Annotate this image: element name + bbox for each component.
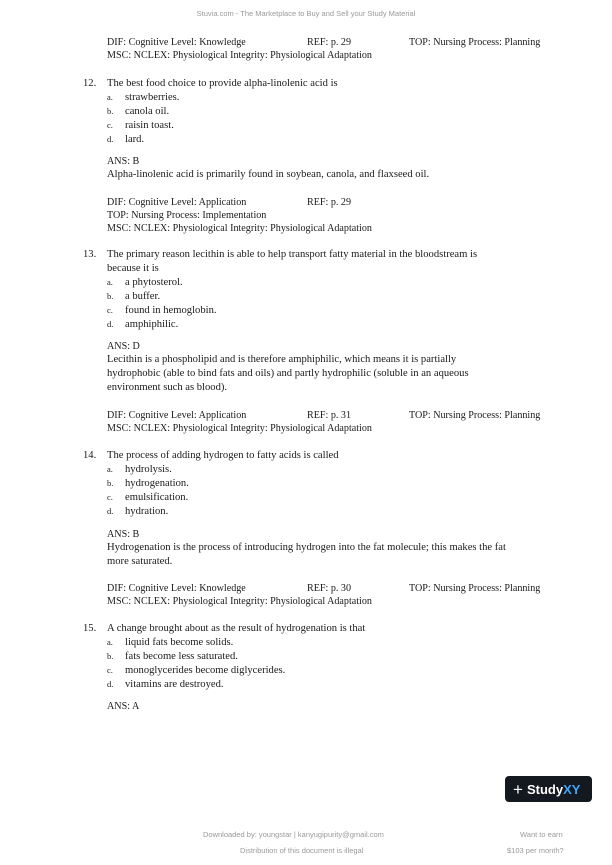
option-c [107,491,188,504]
plus-icon: + [513,780,523,799]
option-c [107,304,217,317]
option-d [107,678,224,691]
option-label: a. [107,92,113,102]
option-b [107,290,160,303]
option-label: b. [107,478,114,488]
option-text: hydrolysis. [125,464,172,475]
option-d [107,505,168,518]
option-label: c. [107,305,113,315]
question-stem: The process of adding hydrogen to fatty acids is called [107,450,339,461]
option-a [107,636,233,649]
question-stem: A change brought about as the result of hydrogenation is that [107,623,366,634]
option-label: a. [107,464,113,474]
option-b [107,650,238,663]
rationale: environment such as blood). [107,382,228,393]
option-text: hydration. [125,506,169,517]
question-stem: The primary reason lecithin is able to help transport fatty material in the bloodstream is [107,249,478,260]
option-c [107,119,174,132]
option-label: b. [107,651,114,661]
meta-msc: MSC: NCLEX: Physiological Integrity: Physiological Adaptation [107,423,372,434]
meta-msc: MSC: NCLEX: Physiological Integrity: Physiological Adaptation [107,596,372,607]
option-label: c. [107,492,113,502]
option-b [107,105,169,118]
meta-msc: MSC: NCLEX: Physiological Integrity: Physiological Adaptation [107,50,372,61]
rationale: Hydrogenation is the process of introducing hydrogen into the fat molecule; this makes the fat [107,542,506,553]
rationale: hydrophobic (able to bind fats and oils) and partly hydrophilic (soluble in an aqueous [107,368,469,379]
option-text: raisin toast. [125,120,174,131]
option-text: lard. [125,134,145,145]
studyxy-button[interactable] [505,776,592,802]
meta-msc: MSC: NCLEX: Physiological Integrity: Physiological Adaptation [107,223,372,234]
question-number: 13. [83,249,97,260]
meta-ref: REF: p. 29 [307,37,352,48]
meta-dif: DIF: Cognitive Level: Knowledge [107,583,246,594]
meta-ref: REF: p. 29 [307,197,352,208]
question-stem-cont: because it is [107,263,159,274]
option-b [107,477,189,490]
meta-top: TOP: Nursing Process: Implementation [107,210,267,221]
option-label: a. [107,637,113,647]
badge-prefix: Study [526,782,564,797]
option-label: d. [107,679,114,689]
option-c [107,664,285,677]
option-label: b. [107,106,114,116]
question-number: 14. [83,450,97,461]
answer: ANS: B [107,529,140,540]
option-d [107,318,178,331]
option-text: monoglycerides become diglycerides. [125,665,286,676]
meta-top: TOP: Nursing Process: Planning [409,37,541,48]
meta-dif: DIF: Cognitive Level: Application [107,410,247,421]
option-label: d. [107,134,114,144]
meta-dif: DIF: Cognitive Level: Knowledge [107,37,246,48]
question-number: 15. [83,623,97,634]
meta-top: TOP: Nursing Process: Planning [409,410,541,421]
answer: ANS: B [107,156,140,167]
option-label: d. [107,506,114,516]
option-d [107,133,144,146]
option-a [107,91,179,104]
option-text: fats become less saturated. [125,651,238,662]
badge-suffix: XY [563,782,581,797]
footer-distribution: Distribution of this document is illegal [240,846,364,855]
option-label: a. [107,277,113,287]
rationale: more saturated. [107,556,173,567]
option-a [107,276,183,289]
option-text: amphiphilic. [125,319,179,330]
answer: ANS: D [107,341,140,352]
meta-dif: DIF: Cognitive Level: Application [107,197,247,208]
footer-earn-link[interactable]: Want to earn [520,830,563,839]
option-text: liquid fats become solids. [125,637,234,648]
option-text: vitamins are destroyed. [125,679,224,690]
option-label: b. [107,291,114,301]
option-text: a phytosterol. [125,277,183,288]
option-text: a buffer. [125,291,161,302]
answer: ANS: A [107,701,140,712]
option-label: c. [107,120,113,130]
question-number: 12. [83,78,97,89]
site-header: Stuvia.com - The Marketplace to Buy and Sell your Study Material [196,9,416,18]
option-a [107,463,172,476]
option-text: found in hemoglobin. [125,305,217,316]
option-text: canola oil. [125,106,170,117]
meta-ref: REF: p. 30 [307,583,352,594]
footer-earn-amount[interactable]: $103 per month? [507,846,564,855]
question-stem: The best food choice to provide alpha-linolenic acid is [107,78,338,89]
rationale: Lecithin is a phospholipid and is therefore amphiphilic, which means it is partially [107,354,457,365]
footer-downloaded: Downloaded by: youngstar | kanyugipurity@gmail.com [203,830,384,839]
meta-top: TOP: Nursing Process: Planning [409,583,541,594]
option-label: c. [107,665,113,675]
option-text: emulsification. [125,492,189,503]
option-label: d. [107,319,114,329]
rationale: Alpha-linolenic acid is primarily found in soybean, canola, and flaxseed oil. [107,169,430,180]
meta-ref: REF: p. 31 [307,410,352,421]
option-text: strawberries. [125,92,180,103]
option-text: hydrogenation. [125,478,189,489]
